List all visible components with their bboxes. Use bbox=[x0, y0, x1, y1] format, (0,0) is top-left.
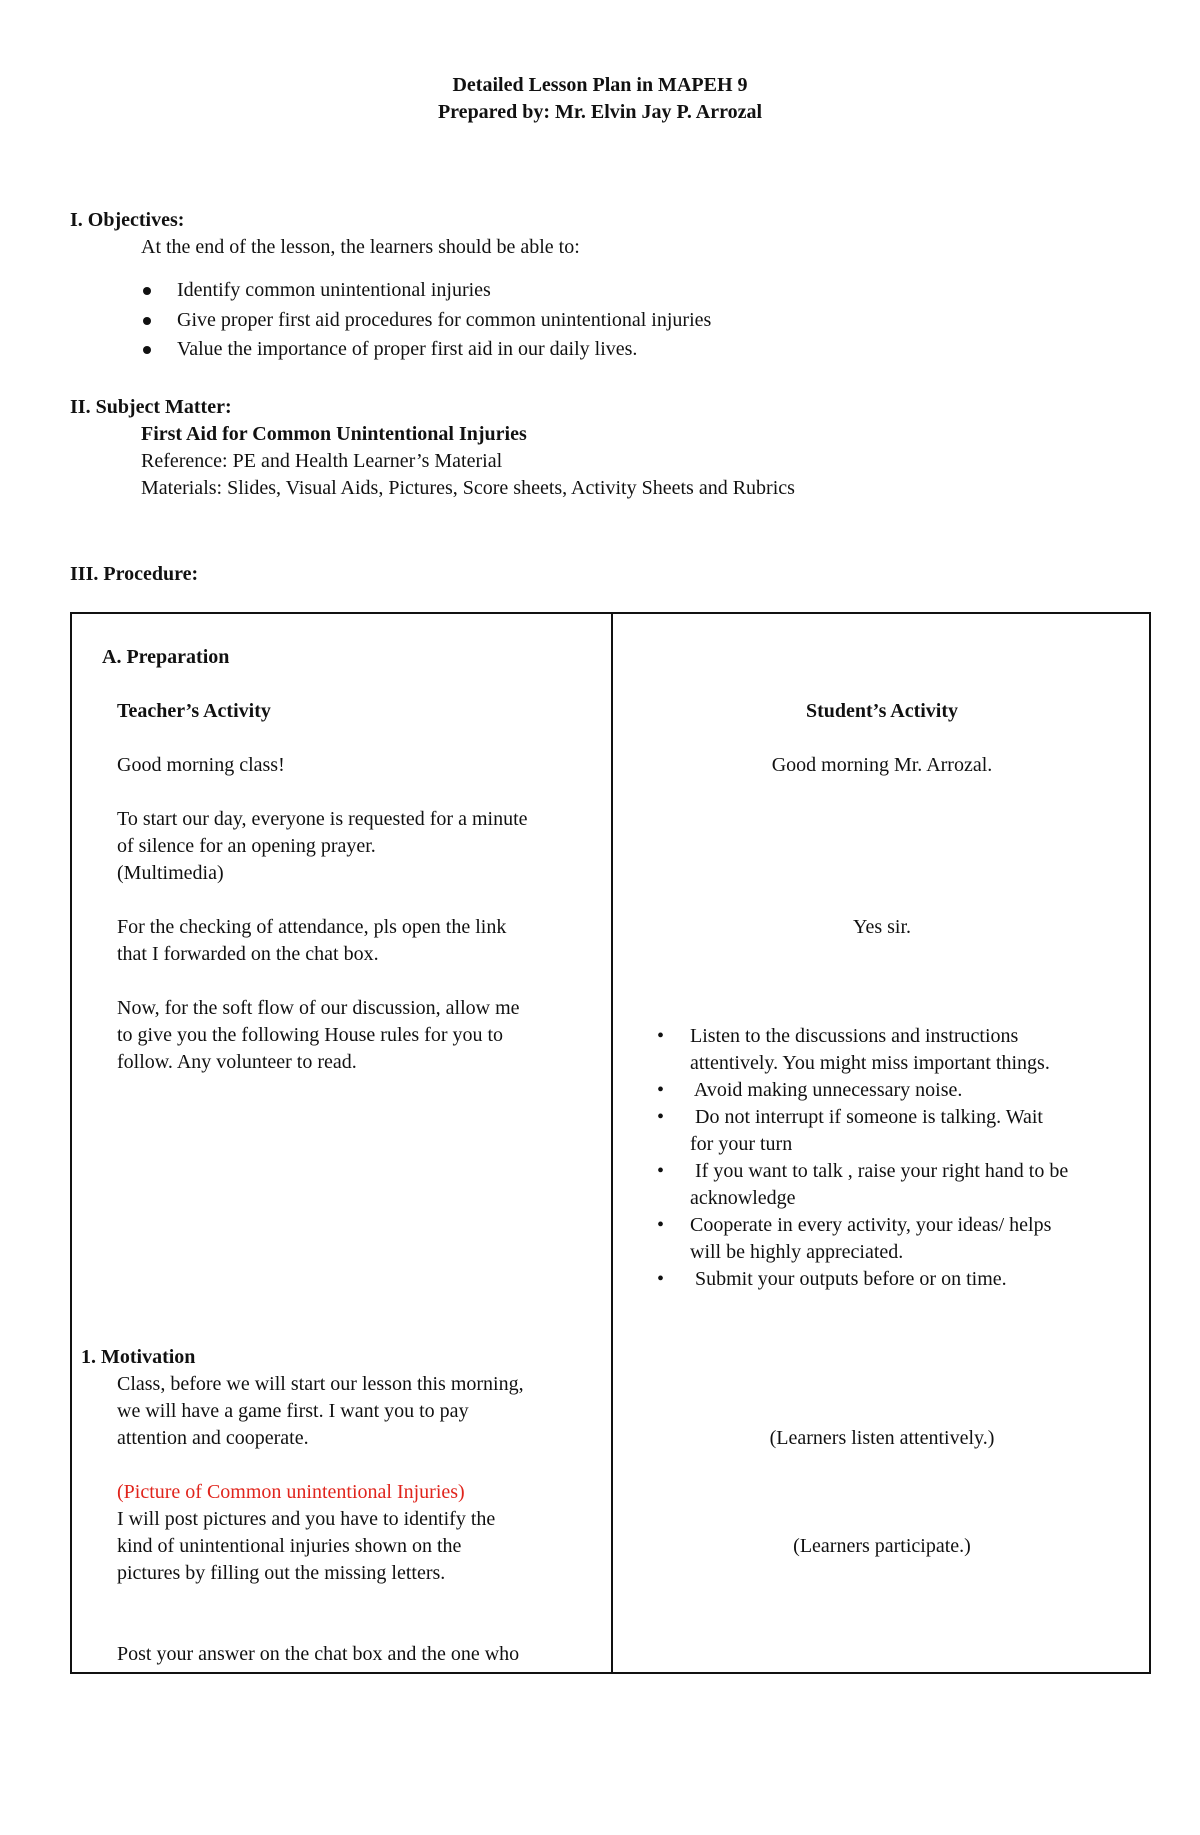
bullet-icon: • bbox=[657, 1106, 665, 1128]
student-yes-sir: Yes sir. bbox=[853, 916, 911, 938]
teacher-pictures-line: pictures by filling out the missing letters. bbox=[117, 1562, 446, 1584]
house-rule-line: Listen to the discussions and instructions bbox=[690, 1025, 1019, 1047]
house-rule-line: for your turn bbox=[690, 1133, 793, 1155]
house-rule-line: will be highly appreciated. bbox=[690, 1241, 904, 1263]
preparation-label: A. Preparation bbox=[102, 646, 230, 668]
bullet-icon: • bbox=[657, 1268, 665, 1290]
lesson-topic: First Aid for Common Unintentional Injuries bbox=[141, 423, 527, 445]
document-title: Detailed Lesson Plan in MAPEH 9 bbox=[452, 74, 748, 96]
teacher-rules-line: follow. Any volunteer to read. bbox=[117, 1051, 357, 1073]
student-activity-header: Student’s Activity bbox=[805, 700, 959, 722]
materials-line: Materials: Slides, Visual Aids, Pictures, Score sheets, Activity Sheets and Rubrics bbox=[141, 477, 795, 499]
objectives-intro: At the end of the lesson, the learners should be able to: bbox=[141, 236, 580, 258]
student-listen: (Learners listen attentively.) bbox=[769, 1427, 995, 1449]
teacher-motivation-line: Class, before we will start our lesson this morning, bbox=[117, 1373, 524, 1395]
teacher-post-answer: Post your answer on the chat box and the one who bbox=[117, 1643, 520, 1665]
objectives-heading: I. Objectives: bbox=[70, 209, 185, 231]
procedure-table bbox=[70, 612, 1151, 1674]
house-rule-line: Cooperate in every activity, your ideas/ helps bbox=[690, 1214, 1052, 1236]
teacher-rules-line: to give you the following House rules for you to bbox=[117, 1024, 504, 1046]
motivation-label: 1. Motivation bbox=[81, 1346, 196, 1368]
teacher-greeting: Good morning class! bbox=[117, 754, 285, 776]
teacher-pictures-line: I will post pictures and you have to identify the bbox=[117, 1508, 496, 1530]
picture-note: (Picture of Common unintentional Injuries) bbox=[117, 1481, 465, 1503]
objective-item: Value the importance of proper first aid in our daily lives. bbox=[177, 338, 638, 360]
bullet-icon: • bbox=[657, 1160, 665, 1182]
student-participate: (Learners participate.) bbox=[793, 1535, 971, 1557]
bullet-icon bbox=[143, 317, 151, 325]
teacher-rules-line: Now, for the soft flow of our discussion, allow me bbox=[117, 997, 520, 1019]
teacher-prayer-line: of silence for an opening prayer. bbox=[117, 835, 376, 857]
bullet-icon: • bbox=[657, 1214, 665, 1236]
teacher-motivation-line: attention and cooperate. bbox=[117, 1427, 309, 1449]
teacher-attendance-line: that I forwarded on the chat box. bbox=[117, 943, 379, 965]
house-rule-line: acknowledge bbox=[690, 1187, 796, 1209]
house-rule-line: If you want to talk , raise your right hand to be bbox=[690, 1160, 1069, 1182]
objective-item: Give proper first aid procedures for common unintentional injuries bbox=[177, 309, 712, 331]
house-rule-line: Avoid making unnecessary noise. bbox=[690, 1079, 963, 1101]
teacher-pictures-line: kind of unintentional injuries shown on the bbox=[117, 1535, 462, 1557]
teacher-attendance-line: For the checking of attendance, pls open the link bbox=[117, 916, 507, 938]
bullet-icon bbox=[143, 287, 151, 295]
objective-item: Identify common unintentional injuries bbox=[177, 279, 491, 301]
prepared-by: Prepared by: Mr. Elvin Jay P. Arrozal bbox=[437, 101, 763, 123]
house-rule-line: Submit your outputs before or on time. bbox=[690, 1268, 1007, 1290]
reference-line: Reference: PE and Health Learner’s Material bbox=[141, 450, 503, 472]
bullet-icon: • bbox=[657, 1025, 665, 1047]
student-greeting: Good morning Mr. Arrozal. bbox=[771, 754, 993, 776]
procedure-heading: III. Procedure: bbox=[70, 563, 199, 585]
subject-matter-heading: II. Subject Matter: bbox=[70, 396, 232, 418]
teacher-prayer-line: (Multimedia) bbox=[117, 862, 224, 884]
bullet-icon bbox=[143, 346, 151, 354]
house-rule-line: attentively. You might miss important things. bbox=[690, 1052, 1050, 1074]
house-rule-line: Do not interrupt if someone is talking. Wait bbox=[690, 1106, 1043, 1128]
teacher-motivation-line: we will have a game first. I want you to pay bbox=[117, 1400, 469, 1422]
teacher-prayer-line: To start our day, everyone is requested for a minute bbox=[117, 808, 528, 830]
bullet-icon: • bbox=[657, 1079, 665, 1101]
teacher-activity-header: Teacher’s Activity bbox=[117, 700, 271, 722]
